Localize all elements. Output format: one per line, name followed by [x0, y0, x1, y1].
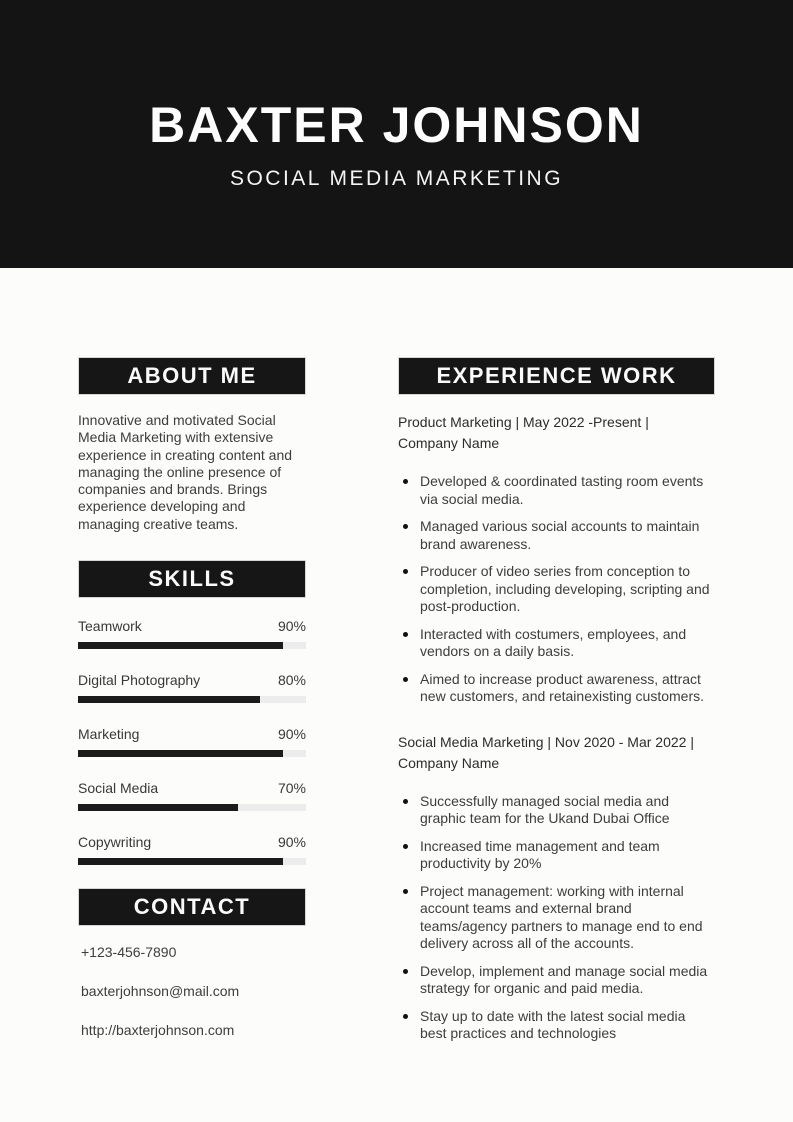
- left-column: [78, 357, 306, 1061]
- skill-row: [78, 618, 306, 649]
- bullet-item: [398, 473, 715, 508]
- job-title: Product Marketing | May 2022 -Present | Company Name: [398, 414, 649, 451]
- skill-row: [78, 672, 306, 703]
- right-column: [398, 357, 715, 1061]
- skills-list: [78, 618, 306, 865]
- bullet-text: Develop, implement and manage social media strategy for organic and paid media.: [420, 962, 708, 996]
- bullet-dot-icon: [403, 569, 408, 574]
- bullet-item: [398, 626, 715, 661]
- job-bullet-list: [398, 793, 715, 1043]
- bullet-dot-icon: [403, 479, 408, 484]
- skill-progress-fill: [78, 696, 260, 703]
- bullet-text: Increased time management and team productivity by 20%: [420, 837, 660, 871]
- contact-website: http://baxterjohnson.com: [81, 1022, 235, 1039]
- bullet-item: [398, 1008, 715, 1043]
- skill-progress-fill: [78, 750, 283, 757]
- bullet-text: Interacted with costumers, employees, and vendors on a daily basis.: [420, 625, 687, 659]
- skill-progress-track: [78, 750, 306, 757]
- bullet-text: Managed various social accounts to maintain brand awareness.: [420, 518, 700, 552]
- skill-progress-track: [78, 804, 306, 811]
- bullet-dot-icon: [403, 799, 408, 804]
- job-bullet-list: [398, 473, 715, 706]
- skill-label: Teamwork: [78, 618, 142, 635]
- skill-row: [78, 834, 306, 865]
- skills-heading: SKILLS: [78, 560, 306, 598]
- bullet-item: [398, 793, 715, 828]
- content-columns: [0, 268, 793, 1061]
- contact-list: [78, 944, 306, 1038]
- skill-percent: 70%: [277, 780, 306, 797]
- skill-percent: 90%: [277, 726, 306, 743]
- person-name: BAXTER JOHNSON: [149, 96, 644, 153]
- skill-label: Social Media: [78, 780, 159, 797]
- job-title: Social Media Marketing | Nov 2020 - Mar 2022 | Company Name: [398, 733, 694, 771]
- experience-heading: EXPERIENCE WORK: [398, 357, 715, 395]
- skill-percent: 80%: [277, 672, 306, 689]
- bullet-text: Developed & coordinated tasting room events via social media.: [420, 473, 704, 507]
- bullet-dot-icon: [403, 844, 408, 849]
- bullet-text: Stay up to date with the latest social media best practices and technologies: [420, 1007, 686, 1041]
- bullet-item: [398, 838, 715, 873]
- skill-progress-track: [78, 696, 306, 703]
- bullet-dot-icon: [403, 889, 408, 894]
- bullet-item: [398, 518, 715, 553]
- bullet-item: [398, 963, 715, 998]
- skill-progress-track: [78, 858, 306, 865]
- skill-row: [78, 726, 306, 757]
- contact-phone: +123-456-7890: [81, 944, 177, 961]
- bullet-item: [398, 883, 715, 953]
- skill-percent: 90%: [277, 834, 306, 851]
- skill-progress-fill: [78, 804, 238, 811]
- about-section: [78, 357, 306, 533]
- contact-heading: CONTACT: [78, 888, 306, 926]
- bullet-dot-icon: [403, 524, 408, 529]
- bullet-item: [398, 563, 715, 616]
- job-entry: [398, 412, 715, 706]
- bullet-dot-icon: [403, 677, 408, 682]
- bullet-text: Successfully managed social media and graphic team for the Ukand Dubai Office: [420, 792, 670, 826]
- skill-progress-track: [78, 642, 306, 649]
- bullet-text: Producer of video series from conception to completion, including developing, scripting and post-production.: [420, 563, 710, 614]
- skill-progress-fill: [78, 858, 283, 865]
- bullet-dot-icon: [403, 632, 408, 637]
- contact-email: baxterjohnson@mail.com: [81, 983, 240, 1000]
- skills-section: [78, 560, 306, 865]
- about-heading: ABOUT ME: [78, 357, 306, 395]
- skill-row: [78, 780, 306, 811]
- bullet-dot-icon: [403, 1014, 408, 1019]
- contact-section: [78, 888, 306, 1038]
- person-title: SOCIAL MEDIA MARKETING: [229, 166, 564, 190]
- bullet-dot-icon: [403, 969, 408, 974]
- skill-progress-fill: [78, 642, 283, 649]
- about-text: Innovative and motivated Social Media Marketing with extensive experience in creating content and managing the online presence of companies and brands. Brings experience developing and managing creative teams.: [78, 412, 293, 532]
- header-banner: [0, 0, 793, 268]
- bullet-text: Aimed to increase product awareness, attract new customers, and retainexisting customers.: [420, 670, 705, 704]
- skill-percent: 90%: [277, 618, 306, 635]
- job-entry: [398, 732, 715, 1043]
- experience-section: [398, 357, 715, 1043]
- jobs-list: [398, 412, 715, 1043]
- skill-label: Marketing: [78, 726, 140, 743]
- bullet-item: [398, 671, 715, 706]
- skill-label: Copywriting: [78, 834, 152, 851]
- bullet-text: Project management: working with internal account teams and external brand teams/agency partners to manage end to end delivery across all of the accounts.: [420, 882, 703, 951]
- skill-label: Digital Photography: [78, 672, 201, 689]
